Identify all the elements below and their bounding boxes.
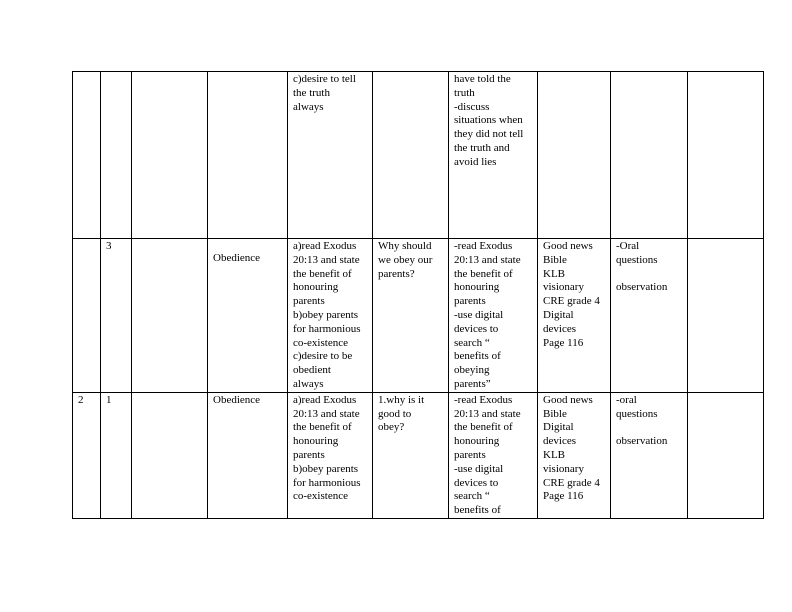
substrand-cell: Obedience (208, 239, 288, 393)
resources-cell (538, 72, 611, 239)
inquiry-question-cell: Why should we obey our parents? (373, 239, 449, 393)
inquiry-question-cell: 1.why is it good to obey? (373, 392, 449, 518)
week-cell: 2 (73, 392, 101, 518)
substrand-cell (208, 72, 288, 239)
lesson-cell (101, 72, 132, 239)
strand-cell (132, 239, 208, 393)
learning-outcomes-cell: a)read Exodus 20:13 and state the benefit of honouring parents b)obey parents for harmonious co-existence c)desire to be obedient always (288, 239, 373, 393)
assessment-cell: -oral questions observation (611, 392, 688, 518)
learning-outcomes-cell: c)desire to tell the truth always (288, 72, 373, 239)
table-row (73, 392, 764, 518)
week-cell (73, 72, 101, 239)
strand-cell (132, 392, 208, 518)
scheme-of-work-table (72, 71, 764, 519)
remarks-cell (688, 72, 764, 239)
inquiry-question-cell (373, 72, 449, 239)
week-cell (73, 239, 101, 393)
learning-outcomes-cell: a)read Exodus 20:13 and state the benefit of honouring parents b)obey parents for harmonious co-existence (288, 392, 373, 518)
substrand-cell: Obedience (208, 392, 288, 518)
resources-cell: Good news Bible KLB visionary CRE grade 4 Digital devices Page 116 (538, 239, 611, 393)
resources-cell: Good news Bible Digital devices KLB visionary CRE grade 4 Page 116 (538, 392, 611, 518)
strand-cell (132, 72, 208, 239)
remarks-cell (688, 239, 764, 393)
learning-experiences-cell: have told the truth -discuss situations when they did not tell the truth and avoid lies (449, 72, 538, 239)
table-row (73, 239, 764, 393)
learning-experiences-cell: -read Exodus 20:13 and state the benefit of honouring parents -use digital devices to search “ benefits of (449, 392, 538, 518)
assessment-cell (611, 72, 688, 239)
table-row (73, 72, 764, 239)
lesson-cell: 3 (101, 239, 132, 393)
remarks-cell (688, 392, 764, 518)
assessment-cell: -Oral questions observation (611, 239, 688, 393)
learning-experiences-cell: -read Exodus 20:13 and state the benefit of honouring parents -use digital devices to search “ benefits of obeying parents” (449, 239, 538, 393)
lesson-cell: 1 (101, 392, 132, 518)
